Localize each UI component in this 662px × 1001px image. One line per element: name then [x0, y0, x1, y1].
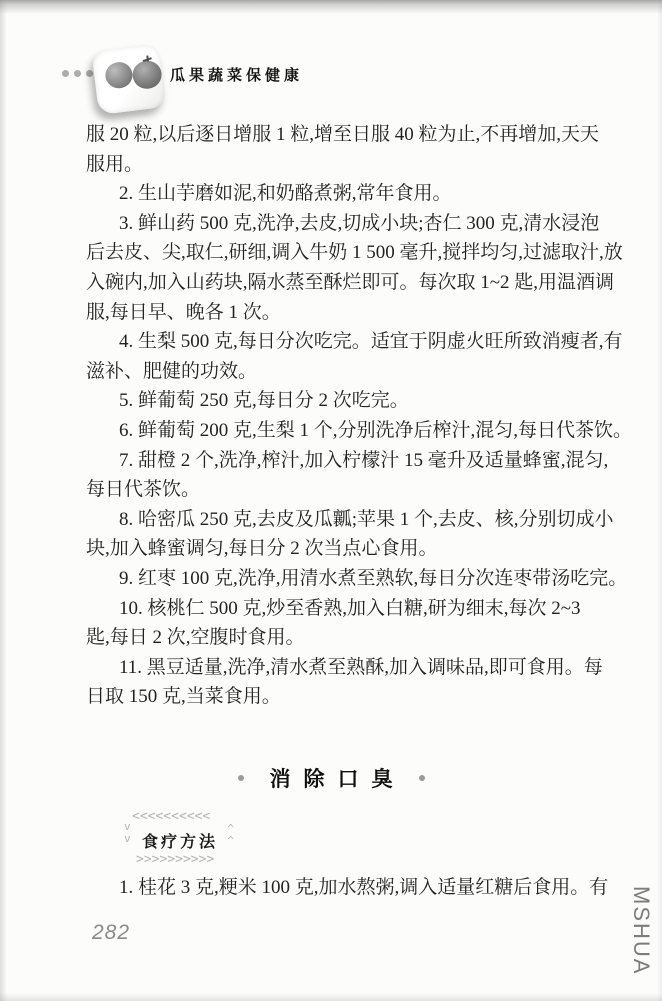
- chapter-title: 瓜果蔬菜保健康: [170, 67, 304, 84]
- chevron-glyph: v: [124, 832, 131, 845]
- text-line: 9. 红枣 100 克,洗净,用清水煮至熟软,每日分次连枣带汤吃完。: [119, 567, 628, 589]
- text-line: 10. 核桃仁 500 克,炒至香熟,加入白糖,研为细末,每次 2~3: [119, 597, 581, 619]
- tomato-left: [104, 61, 134, 90]
- text-line: 3. 鲜山药 500 克,洗净,去皮,切成小块;杏仁 300 克,清水浸泡: [119, 212, 600, 234]
- text-line: 8. 哈密瓜 250 克,去皮及瓜瓤;苹果 1 个,去皮、核,分别切成小: [119, 508, 614, 530]
- text-line: 后去皮、尖,取仁,研细,调入牛奶 1 500 毫升,搅拌均匀,过滤取汁,放: [86, 242, 623, 264]
- text-line: 每日代茶饮。: [86, 479, 201, 501]
- tomato-right: [131, 59, 163, 90]
- text-line: 7. 甜橙 2 个,洗净,榨汁,加入柠檬汁 15 毫升及适量蜂蜜,混匀,: [119, 449, 609, 471]
- chevron-border-bottom: >>>>>>>>>>: [136, 852, 215, 867]
- heading-dot-left-icon: [238, 775, 244, 781]
- section-intro-text: [86, 873, 609, 903]
- text-line: 1. 桂花 3 克,粳米 100 克,加水熬粥,调入适量红糖后食用。有: [119, 877, 609, 898]
- plate: [91, 43, 166, 115]
- text-line: 11. 黑豆适量,洗净,清水煮至熟酥,加入调味品,即可食用。每: [119, 656, 603, 678]
- chevron-border-right: [227, 823, 234, 847]
- text-line: 服,每日早、晚各 1 次。: [86, 301, 281, 323]
- scan-shadow-right: [657, 0, 662, 1001]
- vertical-watermark: MSHUA: [629, 886, 654, 976]
- text-line: 入碗内,加入山药块,隔水蒸至酥烂即可。每次取 1~2 匙,用温酒调: [86, 271, 615, 293]
- tomato-stem: [142, 55, 152, 63]
- header-dots: [62, 70, 93, 77]
- text-line: 服用。: [86, 153, 144, 175]
- section-heading-row: [0, 763, 662, 793]
- body-text: [86, 120, 633, 712]
- method-box-label: 食疗方法: [142, 834, 219, 851]
- dot-icon: [74, 70, 81, 77]
- chevron-border-top: <<<<<<<<<<: [132, 809, 211, 824]
- scan-shadow-bottom: [0, 993, 662, 1001]
- section-title: 消除口臭: [269, 768, 406, 791]
- fruit-plate-photo: [92, 42, 168, 118]
- heading-dot-right-icon: [419, 775, 425, 781]
- text-line: 服 20 粒,以后逐日增服 1 粒,增至日服 40 粒为止,不再增加,天天: [86, 124, 600, 145]
- scan-shadow-top: [0, 0, 662, 14]
- text-line: 5. 鲜葡萄 250 克,每日分 2 次吃完。: [119, 390, 409, 412]
- chevron-glyph: ^: [227, 822, 234, 835]
- scan-shadow-left: [0, 0, 7, 1001]
- chevron-glyph: ^: [227, 834, 234, 847]
- text-line: 块,加入蜂蜜调匀,每日分 2 次当点心食用。: [86, 538, 438, 560]
- text-line: 滋补、肥健的功效。: [86, 360, 258, 382]
- text-line: 日取 150 克,当菜食用。: [86, 686, 281, 708]
- text-line: 2. 生山芋磨如泥,和奶酪煮粥,常年食用。: [119, 183, 452, 205]
- text-line: 6. 鲜葡萄 200 克,生梨 1 个,分别洗净后榨汁,混匀,每日代茶饮。: [119, 419, 633, 441]
- text-line: 匙,每日 2 次,空腹时食用。: [86, 627, 305, 649]
- method-box: [124, 809, 236, 867]
- chevron-glyph: v: [124, 820, 131, 833]
- text-line: 4. 生梨 500 克,每日分次吃完。适宜于阴虚火旺所致消瘦者,有: [119, 331, 623, 353]
- dot-icon: [62, 70, 69, 77]
- page-number: 282: [92, 921, 131, 944]
- chevron-border-left: [124, 821, 131, 845]
